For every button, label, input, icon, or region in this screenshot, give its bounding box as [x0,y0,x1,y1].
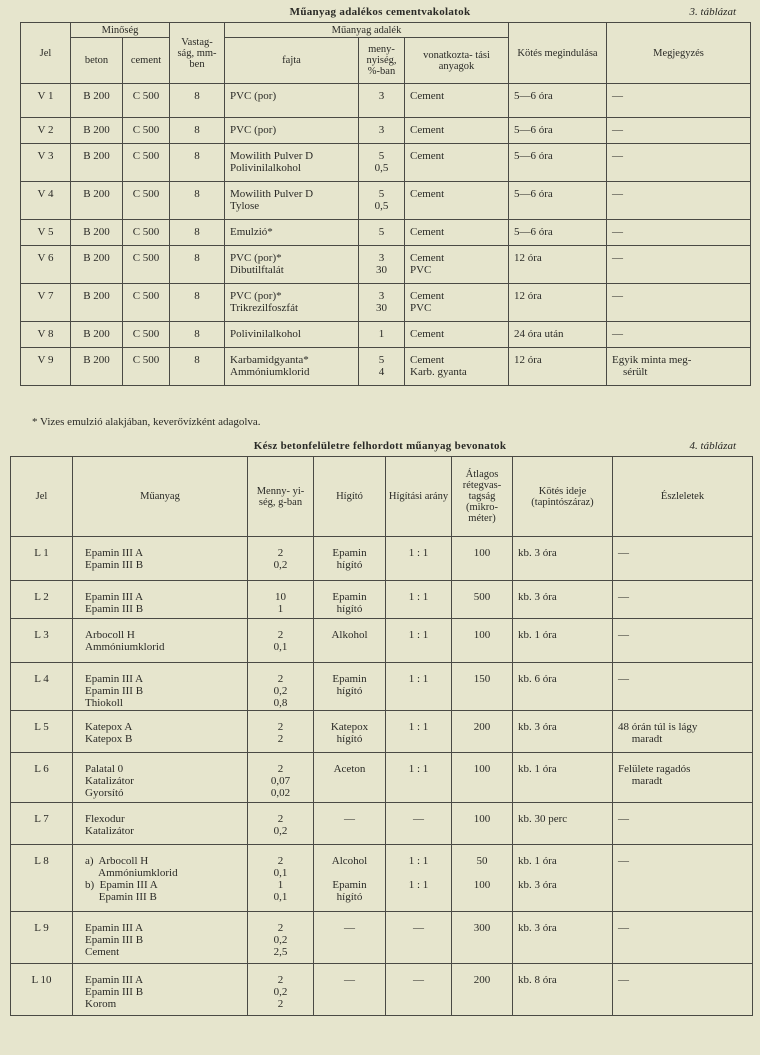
cell-retegvastagsag: 100 [452,537,513,581]
cell-higito: — [314,803,386,845]
cell-fajta: PVC (por) [225,118,359,144]
table3-label: 3. táblázat [689,6,736,18]
cell-mennyiseg: 3 [359,118,405,144]
table-row [21,348,751,386]
cell-jel: V 6 [21,246,71,284]
cell-kotes: 5—6 óra [509,84,607,118]
cell-eszleletek: — [613,803,753,845]
cell-jel: L 5 [11,711,73,753]
cell-kotes: kb. 3 óra [513,537,613,581]
cell-fajta: PVC (por)* Dibutilftalát [225,246,359,284]
cell-vonatkozasi: Cement [405,182,509,220]
cell-fajta: Mowilith Pulver D Polivinilalkohol [225,144,359,182]
cell-mennyiseg: 2 0,2 0,8 [248,663,314,711]
header-kotes: Kötés ideje (tapintószáraz) [513,457,613,537]
cell-mennyiseg: 5 [359,220,405,246]
cell-jel: L 7 [11,803,73,845]
cell-higitasi-arany: — [386,911,452,963]
cell-muanyag: b) Epamin III A Epamin III B [73,879,248,911]
cell-higito: Alkohol [314,619,386,663]
cell-kotes: kb. 6 óra [513,663,613,711]
cell-kotes: kb. 30 perc [513,803,613,845]
cell-muanyag: Epamin III A Epamin III B [73,537,248,581]
table-row [21,246,751,284]
header-eszleletek: Észleletek [613,457,753,537]
cell-muanyag: Epamin III A Epamin III B Korom [73,963,248,1015]
cell-mennyiseg: 2 0,07 0,02 [248,753,314,803]
cell-retegvastagsag: 100 [452,619,513,663]
header-jel: Jel [21,23,71,84]
cell-beton: B 200 [71,284,123,322]
cell-kotes: 5—6 óra [509,118,607,144]
table-row [11,845,753,880]
cell-beton: B 200 [71,182,123,220]
cell-beton: B 200 [71,84,123,118]
header-fajta: fajta [225,38,359,84]
cell-beton: B 200 [71,144,123,182]
table-row [21,118,751,144]
cell-eszleletek: — [613,537,753,581]
cell-jel: V 4 [21,182,71,220]
cell-beton: B 200 [71,322,123,348]
cell-jel: V 9 [21,348,71,386]
table3 [20,22,751,386]
cell-cement: C 500 [123,182,170,220]
cell-muanyag: Katepox A Katepox B [73,711,248,753]
cell-vastagsag: 8 [170,322,225,348]
cell-jel: L 10 [11,963,73,1015]
cell-vastagsag: 8 [170,144,225,182]
cell-vastagsag: 8 [170,284,225,322]
cell-vastagsag: 8 [170,348,225,386]
header-kotes: Kötés megindulása [509,23,607,84]
header-mennyiseg: Menny- yi- ség, g-ban [248,457,314,537]
cell-eszleletek: — [613,619,753,663]
cell-mennyiseg: 2 2 [248,711,314,753]
cell-higito: — [314,963,386,1015]
cell-jel: L 8 [11,845,73,912]
cell-megjegyzes: — [607,144,751,182]
table-row [21,322,751,348]
cell-jel: L 4 [11,663,73,711]
cell-cement: C 500 [123,220,170,246]
cell-beton: B 200 [71,348,123,386]
cell-eszleletek: — [613,845,753,912]
cell-eszleletek: — [613,911,753,963]
table-row [11,803,753,845]
table4 [10,456,753,1016]
header-beton: beton [71,38,123,84]
header-higitasi: Hígítási arány [386,457,452,537]
cell-higito: Alcohol [314,845,386,880]
cell-vastagsag: 8 [170,118,225,144]
cell-higito: Epamin hígító [314,879,386,911]
cell-cement: C 500 [123,84,170,118]
cell-jel: V 2 [21,118,71,144]
cell-higitasi-arany: — [386,963,452,1015]
cell-higito: — [314,911,386,963]
cell-retegvastagsag: 50 [452,845,513,880]
cell-vastagsag: 8 [170,182,225,220]
cell-retegvastagsag: 200 [452,711,513,753]
cell-jel: V 7 [21,284,71,322]
cell-mennyiseg: 5 0,5 [359,182,405,220]
cell-fajta: PVC (por) [225,84,359,118]
header-vastagsag: Vastag- ság, mm- ben [170,23,225,84]
cell-kotes: 5—6 óra [509,220,607,246]
cell-fajta: Polivinilalkohol [225,322,359,348]
cell-kotes: 24 óra után [509,322,607,348]
cell-kotes: kb. 1 óra [513,845,613,880]
table-row [21,284,751,322]
cell-muanyag: a) Arbocoll H Ammóniumklorid [73,845,248,880]
cell-cement: C 500 [123,144,170,182]
cell-vonatkozasi: Cement PVC [405,246,509,284]
cell-megjegyzes: — [607,246,751,284]
cell-eszleletek: Felülete ragadós maradt [613,753,753,803]
cell-megjegyzes: — [607,220,751,246]
cell-retegvastagsag: 100 [452,753,513,803]
cell-cement: C 500 [123,284,170,322]
cell-kotes: kb. 3 óra [513,581,613,619]
cell-mennyiseg: 3 30 [359,246,405,284]
cell-megjegyzes: — [607,118,751,144]
cell-kotes: 12 óra [509,246,607,284]
table-row [11,711,753,753]
table-row [11,581,753,619]
cell-muanyag: Epamin III A Epamin III B [73,581,248,619]
cell-jel: L 1 [11,537,73,581]
cell-mennyiseg: 2 0,2 2,5 [248,911,314,963]
cell-vastagsag: 8 [170,246,225,284]
cell-jel: L 6 [11,753,73,803]
cell-eszleletek: 48 órán túl is lágy maradt [613,711,753,753]
cell-fajta: Mowilith Pulver D Tylose [225,182,359,220]
cell-jel: V 5 [21,220,71,246]
cell-muanyag: Arbocoll H Ammóniumklorid [73,619,248,663]
cell-mennyiseg: 10 1 [248,581,314,619]
cell-kotes: 5—6 óra [509,182,607,220]
table-row [11,619,753,663]
cell-kotes: kb. 3 óra [513,879,613,911]
cell-vonatkozasi: Cement [405,220,509,246]
cell-retegvastagsag: 500 [452,581,513,619]
table-row [11,963,753,1015]
cell-fajta: Karbamidgyanta* Ammóniumklorid [225,348,359,386]
cell-kotes: kb. 1 óra [513,619,613,663]
header-muanyag: Műanyag [73,457,248,537]
header-vonatkozasi: vonatkozta- tási anyagok [405,38,509,84]
table-row [21,144,751,182]
cell-kotes: 12 óra [509,284,607,322]
cell-muanyag: Epamin III A Epamin III B Thiokoll [73,663,248,711]
table-row [21,220,751,246]
cell-vonatkozasi: Cement [405,118,509,144]
table-row [21,182,751,220]
cell-mennyiseg: 2 0,1 [248,619,314,663]
cell-retegvastagsag: 300 [452,911,513,963]
cell-kotes: kb. 8 óra [513,963,613,1015]
cell-mennyiseg: 1 [359,322,405,348]
cell-higitasi-arany: 1 : 1 [386,581,452,619]
cell-muanyag: Palatal 0 Katalizátor Gyorsító [73,753,248,803]
cell-mennyiseg: 5 4 [359,348,405,386]
table-row [11,911,753,963]
cell-beton: B 200 [71,220,123,246]
cell-cement: C 500 [123,348,170,386]
cell-kotes: 12 óra [509,348,607,386]
cell-fajta: Emulzió* [225,220,359,246]
cell-higitasi-arany: 1 : 1 [386,845,452,880]
cell-kotes: kb. 3 óra [513,911,613,963]
cell-vastagsag: 8 [170,220,225,246]
cell-mennyiseg: 2 0,2 2 [248,963,314,1015]
cell-jel: L 9 [11,911,73,963]
table-row [21,84,751,118]
cell-cement: C 500 [123,118,170,144]
header-minoseg: Minőség [71,23,170,38]
cell-cement: C 500 [123,246,170,284]
cell-mennyiseg: 2 0,1 [248,845,314,880]
cell-vonatkozasi: Cement [405,322,509,348]
table4-caption [0,440,760,456]
cell-retegvastagsag: 100 [452,803,513,845]
cell-kotes: kb. 3 óra [513,711,613,753]
table4-label: 4. táblázat [689,440,736,452]
table4-title: Kész betonfelületre felhordott műanyag bevonatok [253,440,507,452]
cell-retegvastagsag: 200 [452,963,513,1015]
cell-mennyiseg: 5 0,5 [359,144,405,182]
cell-kotes: 5—6 óra [509,144,607,182]
cell-jel: V 1 [21,84,71,118]
cell-retegvastagsag: 100 [452,879,513,911]
table3-title: Műanyag adalékos cementvakolatok [289,6,471,18]
cell-higitasi-arany: 1 : 1 [386,619,452,663]
header-adalek: Műanyag adalék [225,23,509,38]
cell-mennyiseg: 3 30 [359,284,405,322]
cell-retegvastagsag: 150 [452,663,513,711]
cell-jel: V 8 [21,322,71,348]
header-cement: cement [123,38,170,84]
cell-vonatkozasi: Cement PVC [405,284,509,322]
cell-higitasi-arany: 1 : 1 [386,711,452,753]
cell-eszleletek: — [613,663,753,711]
cell-mennyiseg: 1 0,1 [248,879,314,911]
cell-eszleletek: — [613,963,753,1015]
cell-megjegyzes: Egyik minta meg- sérült [607,348,751,386]
cell-jel: V 3 [21,144,71,182]
cell-vonatkozasi: Cement Karb. gyanta [405,348,509,386]
cell-vonatkozasi: Cement [405,84,509,118]
cell-higito: Epamin hígító [314,581,386,619]
cell-eszleletek: — [613,581,753,619]
header-atlagos: Átlagos rétegvas- tagság (mikro- méter) [452,457,513,537]
table-row [11,753,753,803]
cell-higito: Katepox hígító [314,711,386,753]
cell-beton: B 200 [71,118,123,144]
cell-megjegyzes: — [607,284,751,322]
cell-higitasi-arany: — [386,803,452,845]
cell-higitasi-arany: 1 : 1 [386,879,452,911]
table3-footnote: * Vizes emulzió alakjában, keverővízként adagolva. [32,416,261,428]
cell-vonatkozasi: Cement [405,144,509,182]
cell-higito: Epamin hígító [314,537,386,581]
cell-higito: Epamin hígító [314,663,386,711]
cell-higito: Aceton [314,753,386,803]
cell-higitasi-arany: 1 : 1 [386,753,452,803]
cell-fajta: PVC (por)* Trikrezilfoszfát [225,284,359,322]
table-row [11,663,753,711]
cell-muanyag: Epamin III A Epamin III B Cement [73,911,248,963]
cell-beton: B 200 [71,246,123,284]
cell-mennyiseg: 2 0,2 [248,537,314,581]
cell-megjegyzes: — [607,322,751,348]
cell-megjegyzes: — [607,182,751,220]
table3-caption [0,6,760,22]
header-higito: Hígító [314,457,386,537]
cell-kotes: kb. 1 óra [513,753,613,803]
header-mennyiseg: meny- nyiség, %-ban [359,38,405,84]
cell-mennyiseg: 3 [359,84,405,118]
cell-jel: L 3 [11,619,73,663]
cell-mennyiseg: 2 0,2 [248,803,314,845]
cell-higitasi-arany: 1 : 1 [386,537,452,581]
table-row [11,537,753,581]
cell-jel: L 2 [11,581,73,619]
cell-vastagsag: 8 [170,84,225,118]
cell-muanyag: Flexodur Katalizátor [73,803,248,845]
header-megjegyzes: Megjegyzés [607,23,751,84]
cell-megjegyzes: — [607,84,751,118]
cell-cement: C 500 [123,322,170,348]
cell-higitasi-arany: 1 : 1 [386,663,452,711]
header-jel: Jel [11,457,73,537]
